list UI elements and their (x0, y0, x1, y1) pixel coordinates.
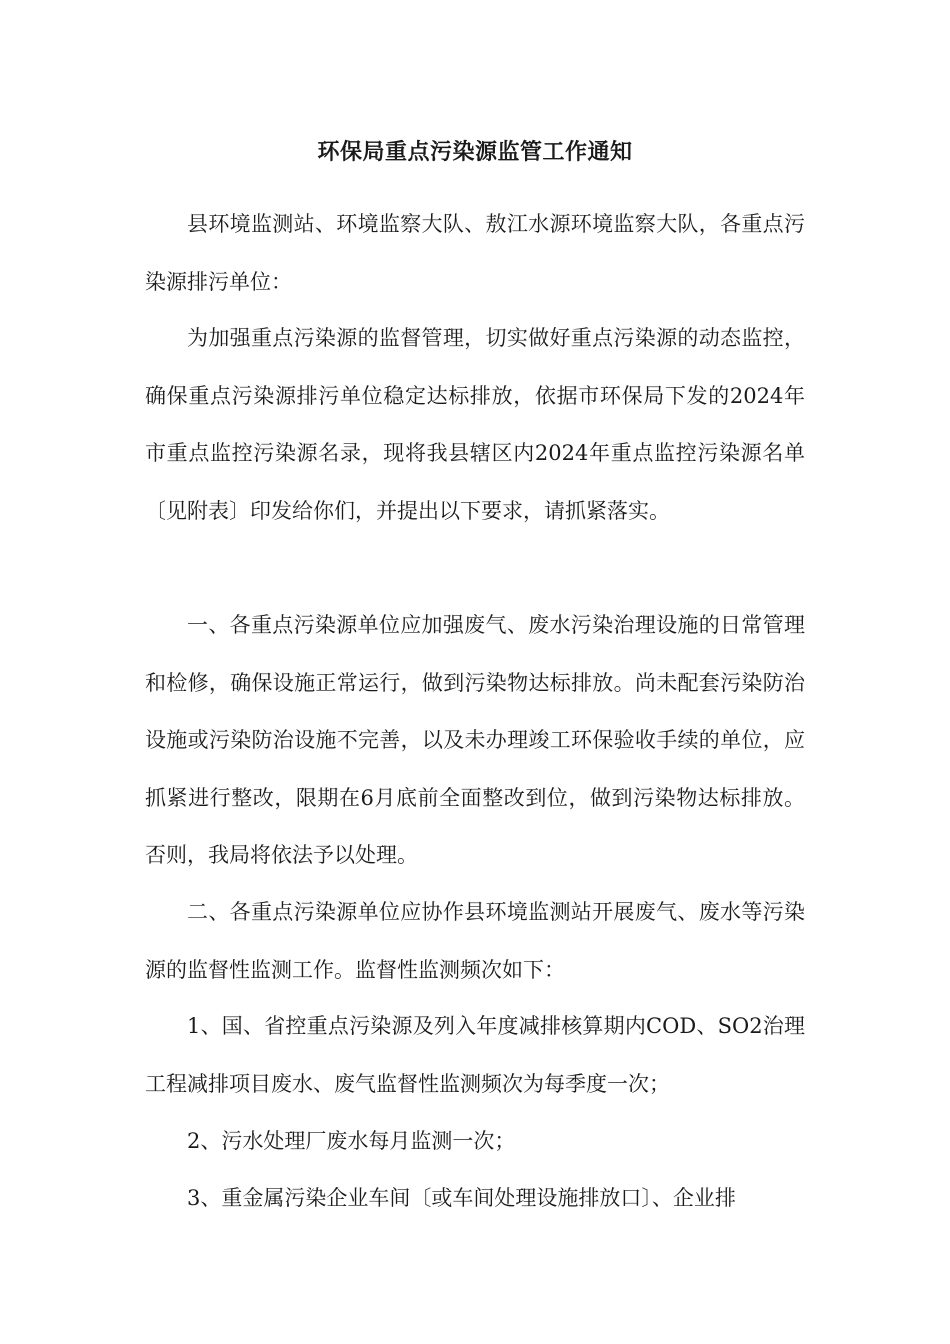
frequency-item-3: 3、重金属污染企业车间〔或车间处理设施排放口〕、企业排 (187, 1186, 736, 1210)
requirement-2-paragraph: 二、各重点污染源单位应协作县环境监测站开展废气、废水等污染源的监督性监测工作。监督性监测频次如下： (145, 900, 805, 982)
frequency-item-1: 1、国、省控重点污染源及列入年度减排核算期内COD、SO2治理工程减排项目废水、废气监督性监测频次为每季度一次； (145, 1014, 805, 1096)
addressee-paragraph: 县环境监测站、环境监察大队、敖江水源环境监察大队，各重点污染源排污单位： (145, 212, 805, 294)
document-title: 环保局重点污染源监管工作通知 (317, 139, 633, 165)
requirement-1-paragraph: 一、各重点污染源单位应加强废气、废水污染治理设施的日常管理和检修，确保设施正常运行，做到污染物达标排放。尚未配套污染防治设施或污染防治设施不完善，以及未办理竣工环保验收手续的单位，应抓紧进行整改，限期在6月底前全面整改到位，做到污染物达标排放。否则，我局将依法予以处理。 (145, 613, 805, 867)
intro-paragraph: 为加强重点污染源的监督管理，切实做好重点污染源的动态监控，确保重点污染源排污单位稳定达标排放，依据市环保局下发的2024年市重点监控污染源名录，现将我县辖区内2024年重点监控污染源名单〔见附表〕印发给你们，并提出以下要求，请抓紧落实。 (145, 326, 805, 523)
frequency-item-2: 2、污水处理厂废水每月监测一次； (187, 1129, 516, 1153)
